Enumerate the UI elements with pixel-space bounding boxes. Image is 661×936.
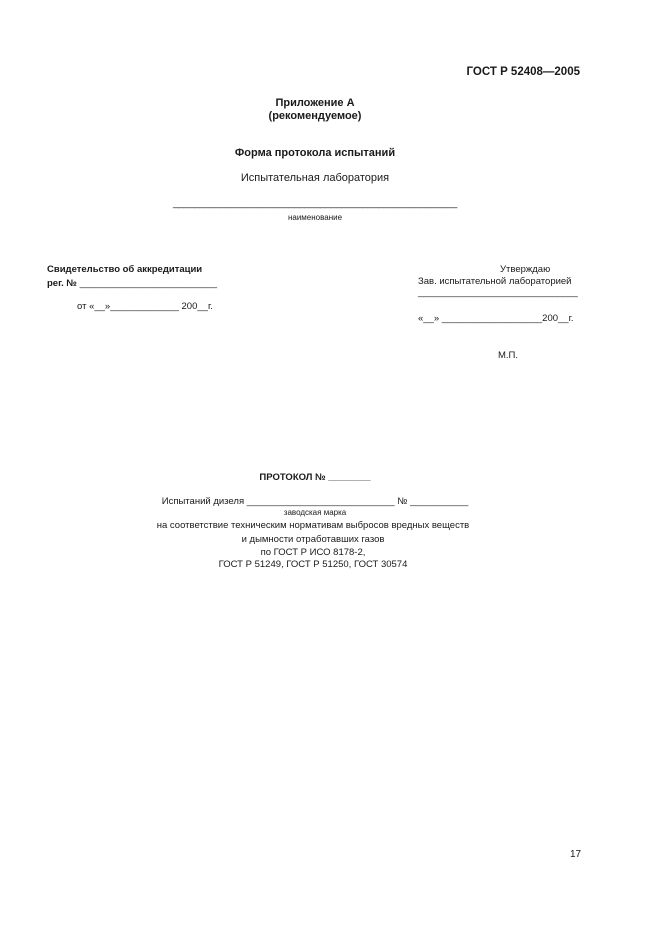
signature-blank: ________________________________ [418,287,578,298]
appendix-title: Приложение А [275,97,355,109]
protocol-title: ПРОТОКОЛ № ________ [259,472,371,483]
compliance-line: по ГОСТ Р ИСО 8178-2, [260,547,366,558]
diesel-test-line: Испытаний дизеля ____________________________ № ___________ [161,496,469,507]
compliance-line: на соответствие техническим нормативам выбросов вредных веществ [156,520,470,531]
registration-line [47,278,217,289]
compliance-line: ГОСТ Р 51249, ГОСТ Р 51250, ГОСТ 30574 [218,559,408,570]
document-code: ГОСТ Р 52408—2005 [466,66,580,78]
lab-name-caption: наименование [287,213,343,222]
brand-caption: заводская марка [283,508,347,517]
accreditation-date-line: от «__»_____________ 200__г. [77,301,213,312]
stamp-place: М.П. [498,350,519,361]
registration-blank: __________________________ [79,278,217,289]
appendix-subtitle: (рекомендуемое) [268,110,362,122]
compliance-line: и дымности отработавших газов [241,534,385,545]
approval-title: Утверждаю [500,264,551,275]
lab-name-blank: ______________________________________________________ [172,198,458,209]
form-title: Форма протокола испытаний [234,147,396,159]
approval-date-line: «__» ___________________200__г. [418,313,574,324]
lab-head-label: Зав. испытательной лабораторией [418,276,572,287]
lab-title: Испытательная лаборатория [240,172,390,184]
registration-label: рег. № [47,278,77,289]
accreditation-title: Свидетельство об аккредитации [47,264,203,275]
page-number: 17 [570,849,582,860]
